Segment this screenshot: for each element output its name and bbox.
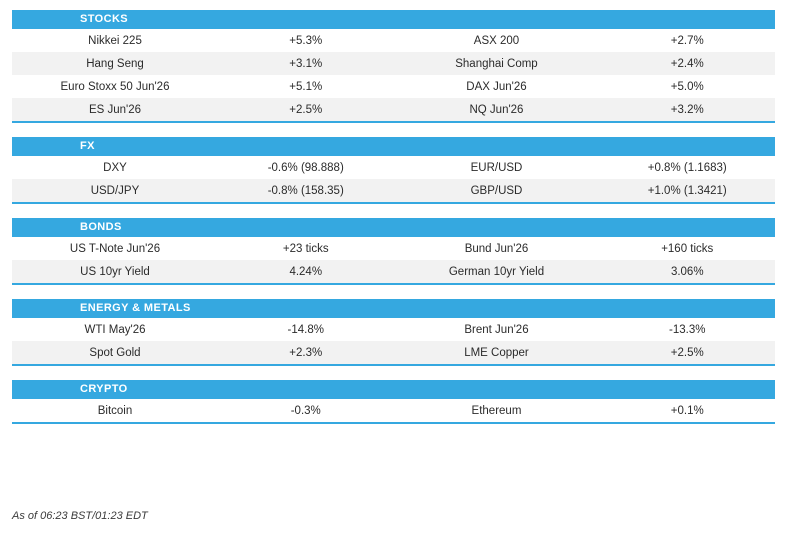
section-title: STOCKS: [80, 13, 129, 25]
row-value: +3.1%: [218, 52, 393, 75]
row-label: NQ Jun'26: [393, 98, 599, 121]
section-energy-metals: [12, 299, 775, 366]
row-label: Spot Gold: [12, 341, 218, 364]
table-row: [12, 399, 775, 422]
row-label: GBP/USD: [393, 179, 599, 202]
row-value: +2.5%: [218, 98, 393, 121]
row-label: DXY: [12, 156, 218, 179]
section-header-fx: [12, 137, 775, 156]
table-row: [12, 179, 775, 202]
section-title: ENERGY & METALS: [80, 302, 191, 314]
row-label: USD/JPY: [12, 179, 218, 202]
row-value: -0.3%: [218, 399, 393, 422]
row-label: US 10yr Yield: [12, 260, 218, 283]
table-row: [12, 52, 775, 75]
table-row: [12, 318, 775, 341]
table-bonds: [12, 237, 775, 283]
table-energy-metals: [12, 318, 775, 364]
row-label: Bitcoin: [12, 399, 218, 422]
row-label: Euro Stoxx 50 Jun'26: [12, 75, 218, 98]
row-value: -13.3%: [599, 318, 775, 341]
row-label: Hang Seng: [12, 52, 218, 75]
row-value: -0.8% (158.35): [218, 179, 393, 202]
section-divider: [12, 202, 775, 204]
table-row: [12, 156, 775, 179]
row-value: +0.8% (1.1683): [599, 156, 775, 179]
section-title: BONDS: [80, 221, 122, 233]
row-label: LME Copper: [393, 341, 599, 364]
row-label: DAX Jun'26: [393, 75, 599, 98]
row-value: +5.3%: [218, 29, 393, 52]
table-row: [12, 75, 775, 98]
table-row: [12, 29, 775, 52]
table-row: [12, 260, 775, 283]
row-value: +23 ticks: [218, 237, 393, 260]
section-divider: [12, 121, 775, 123]
section-title: FX: [80, 140, 95, 152]
row-label: Shanghai Comp: [393, 52, 599, 75]
row-value: +5.1%: [218, 75, 393, 98]
row-value: +2.4%: [599, 52, 775, 75]
section-crypto: [12, 380, 775, 424]
table-stocks: [12, 29, 775, 121]
row-label: EUR/USD: [393, 156, 599, 179]
row-value: +1.0% (1.3421): [599, 179, 775, 202]
row-value: +160 ticks: [599, 237, 775, 260]
section-bonds: [12, 218, 775, 285]
table-row: [12, 98, 775, 121]
section-divider: [12, 364, 775, 366]
row-label: German 10yr Yield: [393, 260, 599, 283]
as-of-timestamp: As of 06:23 BST/01:23 EDT: [12, 510, 148, 522]
row-value: -14.8%: [218, 318, 393, 341]
section-header-energy-metals: [12, 299, 775, 318]
row-label: ASX 200: [393, 29, 599, 52]
section-divider: [12, 422, 775, 424]
row-value: +3.2%: [599, 98, 775, 121]
row-value: +2.3%: [218, 341, 393, 364]
section-divider: [12, 283, 775, 285]
table-row: [12, 237, 775, 260]
row-value: 4.24%: [218, 260, 393, 283]
row-label: Nikkei 225: [12, 29, 218, 52]
row-value: +0.1%: [599, 399, 775, 422]
table-crypto: [12, 399, 775, 422]
section-header-crypto: [12, 380, 775, 399]
row-label: ES Jun'26: [12, 98, 218, 121]
row-label: US T-Note Jun'26: [12, 237, 218, 260]
section-fx: [12, 137, 775, 204]
row-value: +2.5%: [599, 341, 775, 364]
section-stocks: [12, 10, 775, 123]
row-value: +2.7%: [599, 29, 775, 52]
section-header-stocks: [12, 10, 775, 29]
row-label: Ethereum: [393, 399, 599, 422]
row-value: 3.06%: [599, 260, 775, 283]
table-row: [12, 341, 775, 364]
row-label: Brent Jun'26: [393, 318, 599, 341]
row-label: WTI May'26: [12, 318, 218, 341]
row-label: Bund Jun'26: [393, 237, 599, 260]
table-fx: [12, 156, 775, 202]
section-header-bonds: [12, 218, 775, 237]
row-value: -0.6% (98.888): [218, 156, 393, 179]
section-title: CRYPTO: [80, 383, 128, 395]
row-value: +5.0%: [599, 75, 775, 98]
